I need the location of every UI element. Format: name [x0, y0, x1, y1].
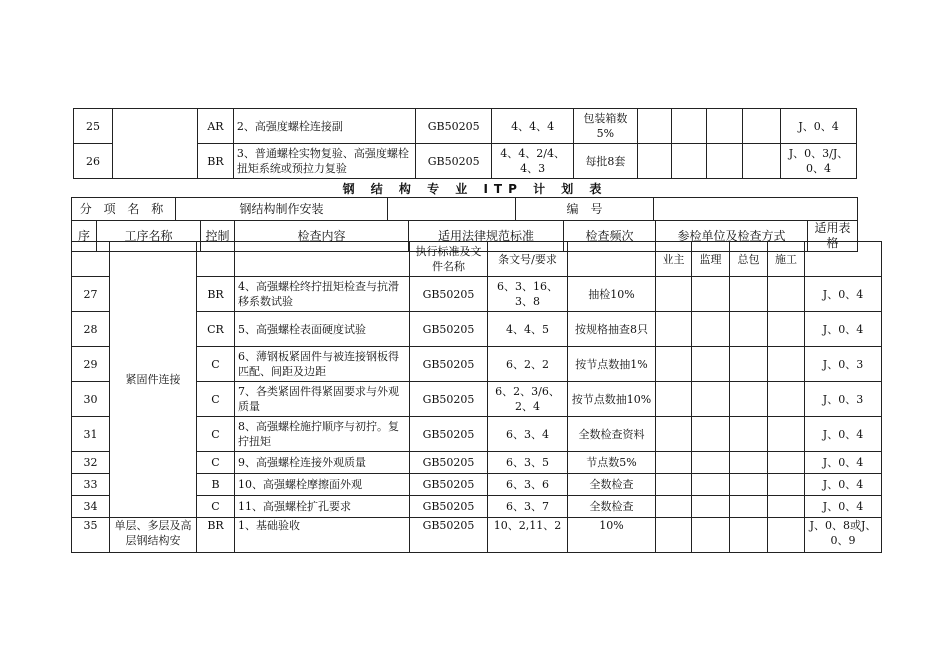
- clause: 6、2、2: [488, 347, 568, 382]
- control-code: C: [197, 452, 235, 474]
- row-number: 34: [72, 496, 110, 518]
- standard: GB50205: [410, 452, 488, 474]
- sub-std: 执行标准及文件名称: [410, 242, 488, 277]
- frequency: 节点数5%: [568, 452, 656, 474]
- standard: GB50205: [410, 496, 488, 518]
- plan-header: [71, 197, 858, 221]
- inspection-content: 1、基础验收: [235, 518, 410, 553]
- form-ref: J、0、3: [805, 347, 882, 382]
- sub-supervisor: 监理: [692, 242, 730, 277]
- row-number: 30: [72, 382, 110, 417]
- control-code: C: [197, 496, 235, 518]
- standard: GB50205: [416, 109, 492, 144]
- clause: 6、3、4: [488, 417, 568, 452]
- group-name: 紧固件连接: [110, 242, 197, 518]
- control-code: BR: [198, 144, 234, 179]
- form-ref: J、0、4: [805, 474, 882, 496]
- continuation-table: [73, 108, 857, 179]
- row-number: 27: [72, 277, 110, 312]
- process-name: 单层、多层及高层钢结构安: [110, 518, 197, 553]
- standard: GB50205: [410, 382, 488, 417]
- col-form: 适用表格: [808, 221, 858, 252]
- clause: 10、2,11、2: [488, 518, 568, 553]
- itp-table: [71, 241, 882, 553]
- standard: GB50205: [410, 474, 488, 496]
- row-number: 31: [72, 417, 110, 452]
- inspection-content: 5、高强螺栓表面硬度试验: [235, 312, 410, 347]
- col-content: 检查内容: [235, 221, 409, 252]
- standard: GB50205: [410, 347, 488, 382]
- frequency: 抽检10%: [568, 277, 656, 312]
- standard: GB50205: [410, 518, 488, 553]
- sub-general: 总包: [730, 242, 768, 277]
- frequency: 全数检查资料: [568, 417, 656, 452]
- frequency: 全数检查: [568, 474, 656, 496]
- inspection-content: 8、高强螺栓施拧顺序与初拧。复拧扭矩: [235, 417, 410, 452]
- col-law: 适用法律规范标准: [409, 221, 564, 252]
- inspection-content: 9、高强螺栓连接外观质量: [235, 452, 410, 474]
- inspection-content: 11、高强螺栓扩孔要求: [235, 496, 410, 518]
- row-number: 25: [74, 109, 113, 144]
- col-frequency: 检查频次: [564, 221, 656, 252]
- sub-owner: 业主: [656, 242, 692, 277]
- frequency: 按节点数抽10%: [568, 382, 656, 417]
- inspection-content: 10、高强螺栓摩擦面外观: [235, 474, 410, 496]
- frequency: 10%: [568, 518, 656, 553]
- inspection-content: 4、高强螺栓终拧扭矩检查与抗滑移系数试验: [235, 277, 410, 312]
- sub-clause: 条文号/要求: [488, 242, 568, 277]
- standard: GB50205: [416, 144, 492, 179]
- subitem-value: 钢结构制作安装: [176, 198, 388, 221]
- standard: GB50205: [410, 417, 488, 452]
- row-number: 35: [72, 518, 110, 553]
- standard: GB50205: [410, 312, 488, 347]
- clause: 6、2、3/6、2、4: [488, 382, 568, 417]
- clause: 4、4、2/4、4、3: [492, 144, 574, 179]
- control-code: C: [197, 347, 235, 382]
- control-code: AR: [198, 109, 234, 144]
- row-number: 33: [72, 474, 110, 496]
- col-seq: 序: [72, 221, 97, 252]
- control-code: CR: [197, 312, 235, 347]
- form-ref: J、0、4: [805, 452, 882, 474]
- inspection-content: 3、普通螺栓实物复验、高强度螺栓扭矩系统或预拉力复验: [233, 144, 415, 179]
- row-number: 32: [72, 452, 110, 474]
- process-cell: [112, 109, 197, 179]
- form-ref: J、0、4: [805, 312, 882, 347]
- row-number: 29: [72, 347, 110, 382]
- frequency: 包装箱数5%: [574, 109, 638, 144]
- subitem-label: 分 项 名 称: [72, 198, 176, 221]
- inspection-content: 7、各类紧固件得紧固要求与外观质量: [235, 382, 410, 417]
- clause: 4、4、4: [492, 109, 574, 144]
- form-ref: J、0、3: [805, 382, 882, 417]
- control-code: B: [197, 474, 235, 496]
- frequency: 按规格抽查8只: [568, 312, 656, 347]
- page-title: 钢 结 构 专 业 ITP 计 划 表: [342, 182, 608, 196]
- table-row: [74, 109, 857, 144]
- frequency: 按节点数抽1%: [568, 347, 656, 382]
- control-code: BR: [197, 518, 235, 553]
- control-code: BR: [197, 277, 235, 312]
- clause: 6、3、6: [488, 474, 568, 496]
- clause: 6、3、7: [488, 496, 568, 518]
- frequency: 每批8套: [574, 144, 638, 179]
- standard: GB50205: [410, 277, 488, 312]
- clause: 6、3、16、3、8: [488, 277, 568, 312]
- inspection-content: 2、高强度螺栓连接副: [233, 109, 415, 144]
- subheader-row: [72, 242, 882, 277]
- number-label: 编 号: [516, 198, 654, 221]
- form-ref: J、0、3/J、0、4: [781, 144, 857, 179]
- inspection-content: 6、薄钢板紧固件与被连接钢板得匹配、间距及边距: [235, 347, 410, 382]
- control-code: C: [197, 417, 235, 452]
- form-ref: J、0、4: [805, 496, 882, 518]
- form-ref: J、0、4: [805, 277, 882, 312]
- col-control: 控制: [201, 221, 235, 252]
- col-process: 工序名称: [97, 221, 201, 252]
- row-number: 26: [74, 144, 113, 179]
- control-code: C: [197, 382, 235, 417]
- col-units: 参检单位及检查方式: [656, 221, 808, 252]
- number-value: [654, 198, 858, 221]
- table-row: [72, 518, 882, 553]
- sub-construct: 施工: [768, 242, 805, 277]
- clause: 4、4、5: [488, 312, 568, 347]
- form-ref: J、0、4: [805, 417, 882, 452]
- form-ref: J、0、4: [781, 109, 857, 144]
- clause: 6、3、5: [488, 452, 568, 474]
- frequency: 全数检查: [568, 496, 656, 518]
- row-number: 28: [72, 312, 110, 347]
- form-ref: J、0、8或J、0、9: [805, 518, 882, 553]
